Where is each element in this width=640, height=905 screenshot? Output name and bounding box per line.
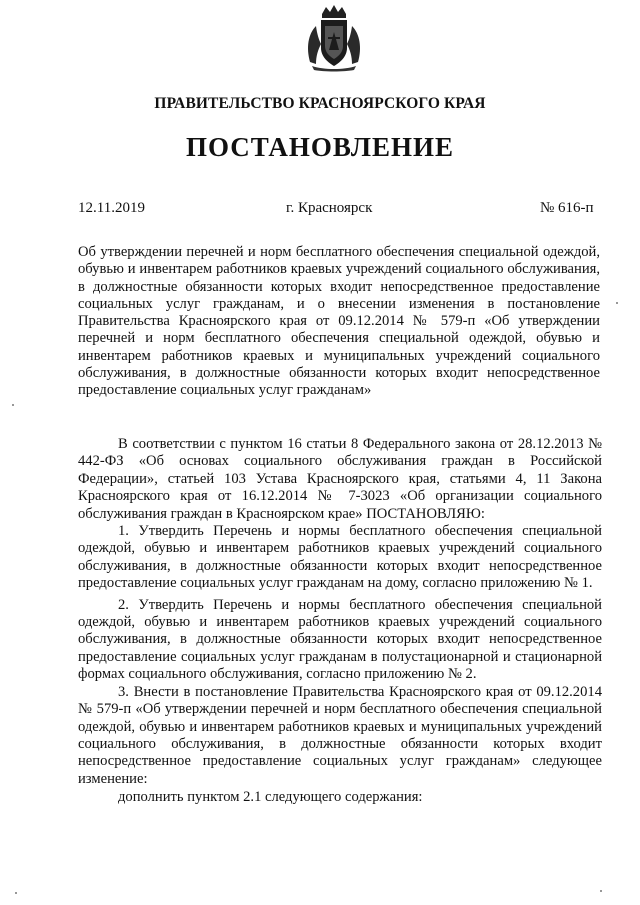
krasnoyarsk-coat-of-arms-icon	[304, 4, 364, 72]
document-type: ПОСТАНОВЛЕНИЕ	[185, 132, 455, 162]
scan-speck	[616, 302, 618, 304]
item-3-paragraph: 3. Внести в постановление Правительства Красноярского края от 09.12.2014 № 579-п «Об утверждении перечней и норм бесплатного обеспечения специальной одеждой, обувью и инвентарем работников краевых и муниципальных учреждений социального обслуживания, в должностные обязанности которых входит непосредственное предоставление социальных услуг гражданам» следующее изменение:	[78, 683, 602, 787]
item-2-paragraph: 2. Утвердить Перечень и нормы бесплатного обеспечения специальной одеждой, обувью и инвентарем работников краевых учреждений социального обслуживания, в должностные обязанности которых входит непосредственное предоставление социальных услуг гражданам в полустационарной и стационарной формах социального обслуживания, согласно приложению № 2.	[78, 596, 602, 683]
scan-speck	[15, 892, 17, 894]
scan-speck	[12, 404, 14, 406]
document-title: Об утверждении перечней и норм бесплатного обеспечения специальной одеждой, обувью и инвентарем работников краевых учреждений социального обслуживания, в должностные обязанности которых входит непосредственное предоставление социальных услуг гражданам, и о внесении изменения в постановление Правительства Красноярского края от 09.12.2014 № 579-п «Об утверждении перечней и норм бесплатного обеспечения специальной одеждой, обувью и инвентарем работников краевых и муниципальных учреждений социального обслуживания, в должностные обязанности которых входит непосредственное предоставление социальных услуг гражданам»	[78, 244, 600, 399]
scan-speck	[600, 890, 602, 892]
item-3-sub-paragraph: дополнить пунктом 2.1 следующего содержания:	[118, 789, 423, 806]
organization-name: ПРАВИТЕЛЬСТВО КРАСНОЯРСКОГО КРАЯ	[154, 95, 486, 112]
document-city: г. Красноярск	[286, 200, 373, 216]
document-number: № 616-п	[540, 200, 594, 216]
document-body	[78, 436, 602, 807]
document-date: 12.11.2019	[78, 200, 145, 216]
item-1-paragraph: 1. Утвердить Перечень и нормы бесплатного обеспечения специальной одеждой, обувью и инвентарем работников краевых учреждений социального обслуживания, в должностные обязанности которых входит непосредственное предоставление социальных услуг гражданам на дому, согласно приложению № 1.	[78, 523, 602, 592]
preamble-paragraph: В соответствии с пунктом 16 статьи 8 Федерального закона от 28.12.2013 № 442-ФЗ «Об основах социального обслуживания граждан в Российской Федерации», статьей 103 Устава Красноярского края, статьями 4, 11 Закона Красноярского края от 16.12.2014 № 7-3023 «Об организации социального обслуживания граждан в Красноярском крае» ПОСТАНОВЛЯЮ:	[78, 436, 602, 522]
